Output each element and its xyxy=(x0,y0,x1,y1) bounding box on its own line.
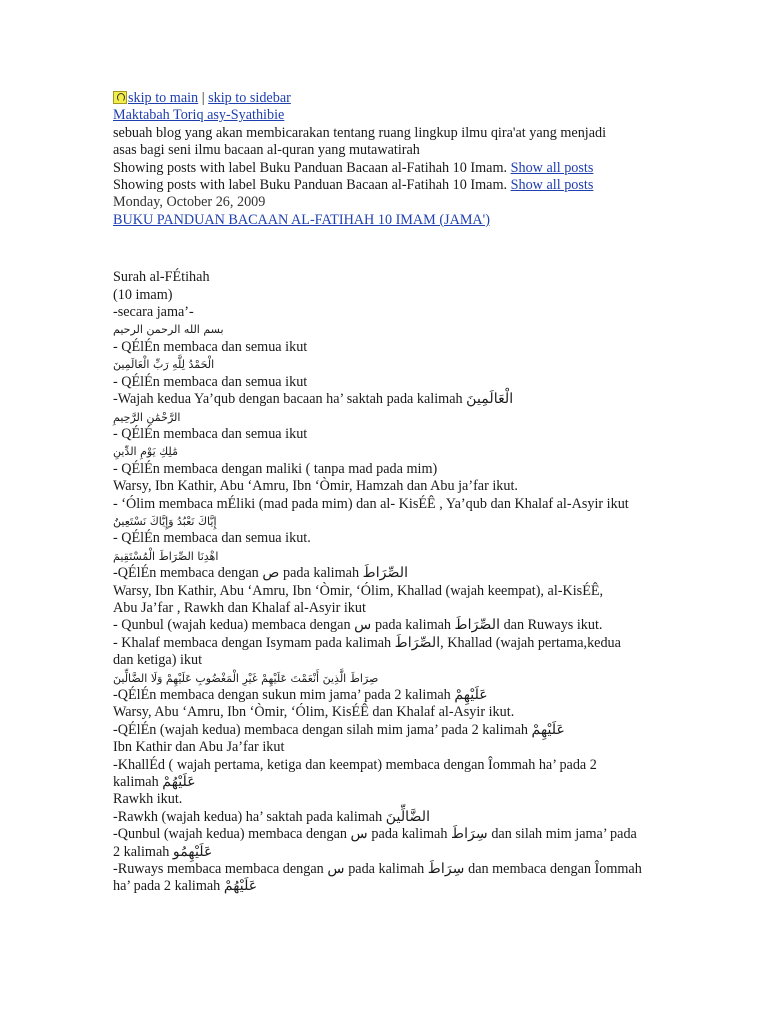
post-line: -Qunbul (wajah kedua) membaca dengan س pada kalimah سِرَاطَ dan silah mim jama’ pada xyxy=(113,826,637,843)
post-line: ha’ pada 2 kalimah عَلَيْهُمْ xyxy=(113,878,258,895)
show-all-posts-link[interactable]: Show all posts xyxy=(510,177,594,194)
post-line: -Ruways membaca membaca dengan س pada kalimah سِرَاطَ dan membaca dengan Îommah xyxy=(113,861,642,878)
post-line: kalimah عَلَيْهُمْ xyxy=(113,774,196,791)
blog-title-link[interactable]: Maktabah Toriq asy-Syathibie xyxy=(113,107,285,124)
post-line: dan ketiga) ikut xyxy=(113,652,203,669)
post-line: -Wajah kedua Ya’qub dengan bacaan ha’ saktah pada kalimah الْعَالَمِينَ xyxy=(113,391,514,408)
blog-content xyxy=(113,90,642,896)
post-line: -Rawkh (wajah kedua) ha’ saktah pada kalimah الضَّالِّينَ xyxy=(113,808,431,825)
post-line: Warsy, Abu ‘Amru, Ibn ‘Òmir, ‘Ólim, KisÉÊ dan Khalaf al-Asyir ikut. xyxy=(113,704,515,721)
post-line: -QÉlÉn membaca dengan sukun mim jama’ pada 2 kalimah عَلَيْهِمْ xyxy=(113,687,488,703)
label-notice-1 xyxy=(113,160,633,177)
show-all-posts-link[interactable]: Show all posts xyxy=(510,159,594,176)
post-line: Warsy, Ibn Kathir, Abu ‘Amru, Ibn ‘Òmir, ‘Ólim, Khallad (wajah keempat), al-KisÉÊ, xyxy=(113,582,604,599)
label-notice-text: Showing posts with label Buku Panduan Bacaan al-Fatihah 10 Imam. xyxy=(113,177,511,194)
label-notice-text: Showing posts with label Buku Panduan Bacaan al-Fatihah 10 Imam. xyxy=(113,159,511,176)
post-line: - QÉlÉn membaca dan semua ikut. xyxy=(113,530,311,547)
post-title-link[interactable]: BUKU PANDUAN BACAAN AL-FATIHAH 10 IMAM (JAMA') xyxy=(113,211,490,228)
post-line: - Khalaf membaca dengan Isymam pada kalimah الصِّرَاطَ, Khallad (wajah pertama,kedua xyxy=(113,634,621,651)
post-line: صِرَاطَ الَّذِينَ أَنْعَمْتَ عَلَيْهِمْ غَيْرِ الْمَغْضُوبِ عَلَيْهِمْ وَلَا الضَّالِّينَ xyxy=(113,671,379,685)
post-line: الْحَمْدُ لِلَّهِ رَبِّ الْعَالَمِينَ xyxy=(113,358,215,372)
post-line: مَٰلِكِ يَوْمِ الدِّينِ xyxy=(113,445,178,459)
skip-nav xyxy=(113,90,633,107)
post-line: الرَّحْمَٰنِ الرَّحِيمِ xyxy=(113,410,181,424)
post-line: -QÉlÉn (wajah kedua) membaca dengan silah mim jama’ pada 2 kalimah عَلَيْهِمْ xyxy=(113,721,565,738)
post-line: (10 imam) xyxy=(113,286,173,303)
post-line: - QÉlÉn membaca dan semua ikut xyxy=(113,373,308,390)
post-line: - QÉlÉn membaca dengan maliki ( tanpa mad pada mim) xyxy=(113,460,438,477)
post-line: -QÉlÉn membaca dengan ص pada kalimah الصِّرَاطَ xyxy=(113,565,409,582)
post-line: إِيَّاكَ نَعْبُدُ وَإِيَّاكَ نَسْتَعِينُ xyxy=(113,514,217,528)
nav-separator: | xyxy=(198,90,209,106)
search-icon[interactable] xyxy=(113,91,127,104)
post-line: - Qunbul (wajah kedua) membaca dengan س pada kalimah الصِّرَاطَ dan Ruways ikut. xyxy=(113,617,603,634)
post-line: - QÉlÉn membaca dan semua ikut xyxy=(113,425,308,442)
post-line: -secara jama’- xyxy=(113,304,194,321)
post-line: Rawkh ikut. xyxy=(113,791,183,808)
post-body xyxy=(113,269,642,896)
post-line: Surah al-FÉtihah xyxy=(113,269,210,286)
post-line: بسم الله الرحمن الرحيم xyxy=(113,323,224,337)
post-line: - ‘Ólim membaca mÉliki (mad pada mim) dan al- KisÉÊ , Ya’qub dan Khalaf al-Asyir ikut xyxy=(113,495,629,512)
skip-to-sidebar-link[interactable]: skip to sidebar xyxy=(208,90,291,106)
post-line: 2 kalimah عَلَيْهِمُو xyxy=(113,843,213,860)
post-line: اهْدِنَا الصِّرَاطَ الْمُسْتَقِيمَ xyxy=(113,549,219,563)
post-line: Abu Ja’far , Rawkh dan Khalaf al-Asyir ikut xyxy=(113,599,366,616)
post-line: Warsy, Ibn Kathir, Abu ‘Amru, Ibn ‘Òmir, Hamzah dan Abu ja’far ikut. xyxy=(113,478,518,495)
spacer xyxy=(113,229,633,269)
label-notice-2 xyxy=(113,177,633,194)
post-line: - QÉlÉn membaca dan semua ikut xyxy=(113,338,308,355)
skip-to-main-link[interactable]: skip to main xyxy=(128,90,199,106)
post-line: -KhallÉd ( wajah pertama, ketiga dan keempat) membaca dengan Îommah ha’ pada 2 xyxy=(113,756,597,773)
post-date: Monday, October 26, 2009 xyxy=(113,194,266,211)
post-line: Ibn Kathir dan Abu Ja’far ikut xyxy=(113,739,285,756)
blog-description: sebuah blog yang akan membicarakan tentang ruang lingkup ilmu qira'at yang menjadi asas bagi seni ilmu bacaan al-quran yang mutawatirah xyxy=(113,124,607,159)
